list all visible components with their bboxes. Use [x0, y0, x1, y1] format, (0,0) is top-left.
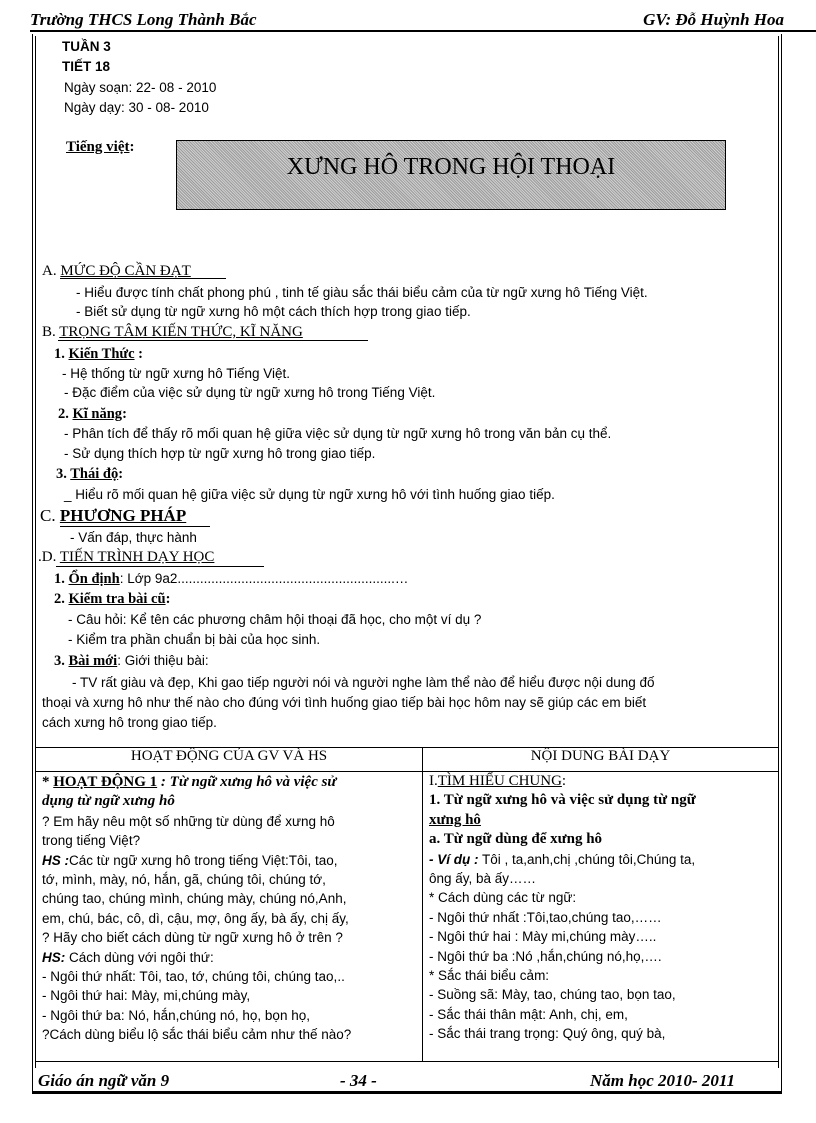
- section-a-rule: [60, 278, 226, 279]
- section-b-sub1: 1. Kiến Thức :: [54, 346, 144, 362]
- content-line-4: - Ngôi thứ ba :Nó ,hắn,chúng nó,họ,….: [429, 948, 662, 964]
- content-line-8: - Sắc thái trang trọng: Quý ông, quý bà,: [429, 1026, 666, 1042]
- section-b-sub1-line-2: - Đặc điểm của việc sử dụng từ ngữ xưng hô trong Tiếng Việt.: [64, 385, 436, 400]
- section-d-s3: 3. Bài mới: Giới thiệu bài:: [54, 653, 209, 669]
- content-sub-a: a. Từ ngữ dùng để xưng hô: [429, 831, 603, 848]
- prep-date: Ngày soạn: 22- 08 - 2010: [64, 80, 217, 95]
- teacher-name: GV: Đỗ Huỳnh Hoa: [643, 10, 784, 29]
- hs-answer-1-line-2: tớ, mình, mày, nó, hắn, gã, chúng tôi, chúng tớ,: [42, 872, 326, 888]
- section-b-rule: [58, 340, 368, 341]
- period-label: TIẾT 18: [62, 59, 111, 74]
- section-b-sub1-line-1: - Hệ thống từ ngữ xưng hô Tiếng Việt.: [62, 366, 290, 381]
- intro-line-1: - TV rất giàu và đẹp, Khi gao tiếp người nói và người nghe làm thể nào để hiểu được nội dung đố: [72, 675, 655, 690]
- section-b-sub2-line-2: - Sử dụng thích hợp từ ngữ xưng hô trong giao tiếp.: [64, 446, 376, 461]
- subject-label: Tiếng việt:: [66, 139, 135, 155]
- activity-1-heading: * HOẠT ĐỘNG 1 : Từ ngữ xưng hô và việc sử: [42, 774, 337, 790]
- section-b-sub3: 3. Thái độ:: [56, 466, 124, 482]
- content-line-2: - Ngôi thứ nhất :Tôi,tao,chúng tao,……: [429, 909, 662, 925]
- content-cell: [423, 772, 779, 1062]
- section-d-s2-line-2: - Kiểm tra phần chuẩn bị bài của học sinh.: [68, 632, 321, 647]
- section-d-s2-line-1: - Câu hỏi: Kể tên các phương châm hội thoại đã học, cho một ví dụ ?: [68, 612, 482, 627]
- col-header-content: NỘI DUNG BÀI DẠY: [423, 748, 779, 772]
- section-d-s1: 1. Ổn định: Lớp 9a2..........................................................…: [54, 571, 409, 587]
- footer-page-number: - 34 -: [340, 1071, 377, 1090]
- header-rule: [30, 30, 816, 32]
- section-d-s2: 2. Kiểm tra bài cũ:: [54, 591, 171, 607]
- lesson-title-box: [176, 140, 726, 210]
- activity-1-heading-2: dụng từ ngữ xưng hô: [42, 793, 175, 810]
- section-c-rule: [60, 526, 210, 527]
- section-a-line-1: - Hiểu được tính chất phong phú , tinh tế giàu sắc thái biểu cảm của từ ngữ xưng hô Tiếng Việt.: [76, 285, 648, 300]
- activities-cell: [36, 772, 423, 1062]
- question-1b: trong tiếng Việt?: [42, 833, 141, 849]
- section-c-heading: C. PHƯƠNG PHÁP: [40, 506, 187, 525]
- school-name: Trường THCS Long Thành Bắc: [30, 10, 257, 29]
- lesson-table: [35, 747, 779, 1062]
- content-example-2: ông ấy, bà ấy……: [429, 871, 537, 887]
- section-a-heading: A. MỨC ĐỘ CẦN ĐẠT: [42, 263, 191, 279]
- content-heading-1a: 1. Từ ngữ xưng hô và việc sử dụng từ ngữ: [429, 792, 696, 809]
- section-b-sub2: 2. Kĩ năng:: [58, 406, 127, 422]
- section-b-sub3-line-1: _ Hiểu rõ mối quan hệ giữa việc sử dụng từ ngữ xưng hô với tình huống giao tiếp.: [64, 487, 555, 502]
- lesson-title: XƯNG HÔ TRONG HỘI THOẠI: [286, 154, 616, 180]
- content-line-1: * Cách dùng các từ ngữ:: [429, 890, 577, 906]
- left-line-second-person: - Ngôi thứ hai: Mày, mi,chúng mày,: [42, 988, 251, 1004]
- week-label: TUẦN 3: [62, 39, 111, 54]
- section-d-heading: .D. TIẾN TRÌNH DẠY HỌC: [38, 549, 215, 565]
- footer-book: Giáo án ngữ văn 9: [38, 1071, 170, 1090]
- left-line-third-person: - Ngôi thứ ba: Nó, hắn,chúng nó, họ, bọn họ,: [42, 1007, 310, 1023]
- left-line-first-person: - Ngôi thứ nhất: Tôi, tao, tớ, chúng tôi, chúng tao,..: [42, 969, 345, 985]
- footer-school-year: Năm học 2010- 2011: [590, 1071, 735, 1090]
- section-d-rule: [56, 566, 264, 567]
- content-section-i: I.TÌM HIỂU CHUNG:: [429, 773, 567, 789]
- footer-rule: [32, 1092, 782, 1094]
- content-example: - Ví dụ : Tôi , ta,anh,chị ,chúng tôi,Chúng ta,: [429, 851, 696, 867]
- question-2: ? Hãy cho biết cách dùng từ ngữ xưng hô ở trên ?: [42, 930, 343, 946]
- content-line-5: * Sắc thái biểu cảm:: [429, 968, 550, 984]
- content-line-6: - Suồng sã: Mày, tao, chúng tao, bọn tao,: [429, 987, 676, 1003]
- teach-date: Ngày dạy: 30 - 08- 2010: [64, 100, 209, 115]
- section-c-line-1: - Vấn đáp, thực hành: [70, 530, 197, 545]
- hs-answer-1: HS :Các từ ngữ xưng hô trong tiếng Việt:Tôi, tao,: [42, 852, 338, 868]
- hs-answer-1-line-4: em, chú, bác, cô, dì, cậu, mợ, ông ấy, bà ấy, chị ấy,: [42, 910, 349, 926]
- col-header-activities: HOẠT ĐỘNG CỦA GV VÀ HS: [36, 748, 423, 772]
- question-3: ?Cách dùng biểu lộ sắc thái biểu cảm như thế nào?: [42, 1027, 352, 1043]
- section-a-line-2: - Biết sử dụng từ ngữ xưng hô một cách thích hợp trong giao tiếp.: [76, 304, 471, 319]
- section-b-sub2-line-1: - Phân tích để thấy rõ mối quan hệ giữa việc sử dụng từ ngữ xưng hô trong văn bản cụ thể.: [64, 426, 612, 441]
- hs-answer-2: HS: Cách dùng với ngôi thứ:: [42, 949, 214, 965]
- content-line-3: - Ngôi thứ hai : Mày mi,chúng mày…..: [429, 929, 657, 945]
- content-line-7: - Sắc thái thân mật: Anh, chị, em,: [429, 1006, 628, 1022]
- hs-answer-1-line-3: chúng tao, chúng mình, chúng mày, chúng nó,Anh,: [42, 891, 347, 907]
- intro-line-3: cách xưng hô trong giao tiếp.: [42, 715, 217, 730]
- question-1a: ? Em hãy nêu một số những từ dùng để xưng hô: [42, 813, 335, 829]
- content-heading-1b: xưng hô: [429, 811, 481, 828]
- section-b-heading: B. TRỌNG TÂM KIẾN THỨC, KĨ NĂNG: [42, 324, 303, 340]
- intro-line-2: thoại và xưng hô như thế nào cho đúng với tình huống giao tiếp bài học hôm nay sẽ giúp các em biết: [42, 695, 647, 710]
